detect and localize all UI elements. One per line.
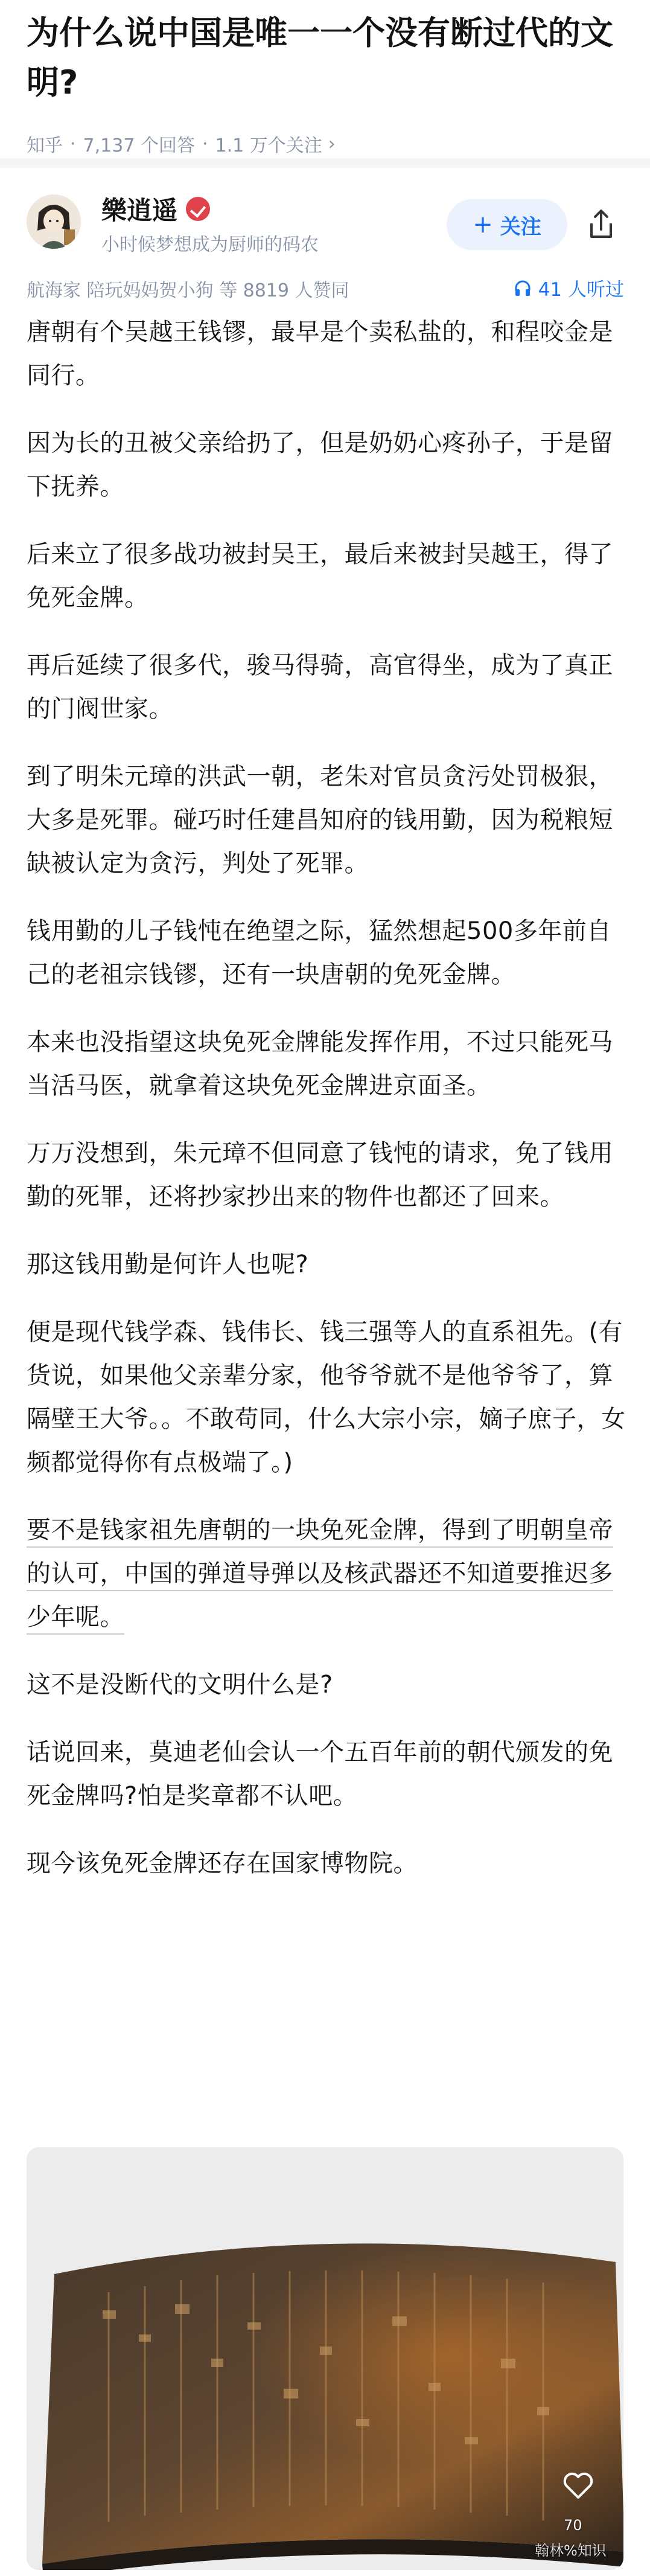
answer-paragraph: 现今该免死金牌还存在国家博物院。 (27, 1850, 418, 1877)
answer-paragraph: 话说回来，莫迪老仙会认一个五百年前的朝代颁发的免死金牌吗?怕是奖章都不认吧。 (27, 1738, 613, 1810)
iron-tablet-image (36, 2238, 623, 2570)
meta-separator: · (70, 133, 76, 155)
voters-row (27, 271, 624, 301)
answer-paragraph: 到了明朱元璋的洪武一朝，老朱对官员贪污处罚极狠，大多是死罪。碰巧时任建昌知府的钱用勤，因为税粮短缺被认定为贪污，判处了死罪。 (27, 763, 613, 877)
heart-icon[interactable] (561, 2469, 595, 2502)
listen-button[interactable] (513, 274, 624, 301)
answer-paragraph: 这不是没断代的文明什么是? (27, 1671, 333, 1699)
verified-badge-icon (186, 197, 210, 221)
question-source: 知乎 (27, 135, 63, 156)
tablet-photo[interactable] (27, 2147, 623, 2570)
plus-icon: + (473, 211, 493, 239)
avatar[interactable] (27, 194, 81, 249)
follow-button[interactable] (447, 199, 567, 250)
question-meta[interactable] (27, 130, 624, 157)
like-count: 70 (564, 2517, 582, 2534)
answer-paragraph: 再后延续了很多代，骏马得骑，高官得坐，成为了真正的门阀世家。 (27, 652, 613, 723)
question-header (27, 8, 624, 157)
answer-paragraph: 本来也没指望这块免死金牌能发挥作用，不过只能死马当活马医，就拿着这块免死金牌进京面圣。 (27, 1028, 613, 1100)
answer-count: 7,137 个回答 (83, 135, 195, 156)
share-icon[interactable] (583, 207, 619, 243)
section-divider (0, 158, 650, 168)
answer-paragraph-highlighted[interactable]: 要不是钱家祖先唐朝的一块免死金牌，得到了明朝皇帝的认可，中国的弹道导弹以及核武器还不知道要推迟多少年呢。 (27, 1516, 613, 1631)
headphones-icon (513, 278, 532, 298)
author-row (0, 181, 650, 266)
question-title[interactable]: 为什么说中国是唯一一个没有断过代的文明? (27, 14, 613, 101)
answer-paragraph: 钱用勤的儿子钱忳在绝望之际，猛然想起500多年前自己的老祖宗钱镠，还有一块唐朝的免死金牌。 (27, 917, 611, 988)
author-name[interactable]: 樂逍遥 (101, 196, 178, 225)
listen-count: 41 人听过 (538, 279, 624, 301)
author-bio: 小时候梦想成为厨师的码农 (101, 234, 319, 255)
answer-paragraph: 唐朝有个吴越王钱镠，最早是个卖私盐的，和程咬金是同行。 (27, 318, 613, 389)
answer-body (27, 310, 627, 1909)
follow-label: 关注 (500, 214, 541, 239)
answer-paragraph: 万万没想到，朱元璋不但同意了钱忳的请求，免了钱用勤的死罪，还将抄家抄出来的物件也都还了回来。 (27, 1139, 613, 1211)
image-watermark: 翰林%知识 (535, 2542, 607, 2559)
answer-paragraph: 便是现代钱学森、钱伟长、钱三强等人的直系祖先。(有货说，如果他父亲辈分家，他爷爷就不是他爷爷了，算隔壁王大爷。。不敢苟同，什么大宗小宗，嫡子庶子，女频都觉得你有点极端了。) (27, 1318, 626, 1476)
voters-text[interactable]: 航海家 陪玩妈妈贺小狗 等 8819 人赞同 (27, 280, 349, 301)
answer-paragraph: 后来立了很多战功被封吴王，最后来被封吴越王，得了免死金牌。 (27, 540, 613, 612)
answer-paragraph: 因为长的丑被父亲给扔了，但是奶奶心疼孙子，于是留下抚养。 (27, 429, 613, 501)
follower-count: 1.1 万个关注 (215, 135, 322, 156)
author-name-row[interactable] (101, 191, 210, 227)
chevron-right-icon: › (328, 133, 336, 155)
answer-paragraph: 那这钱用勤是何许人也呢? (27, 1251, 309, 1278)
meta-separator: · (202, 133, 208, 155)
